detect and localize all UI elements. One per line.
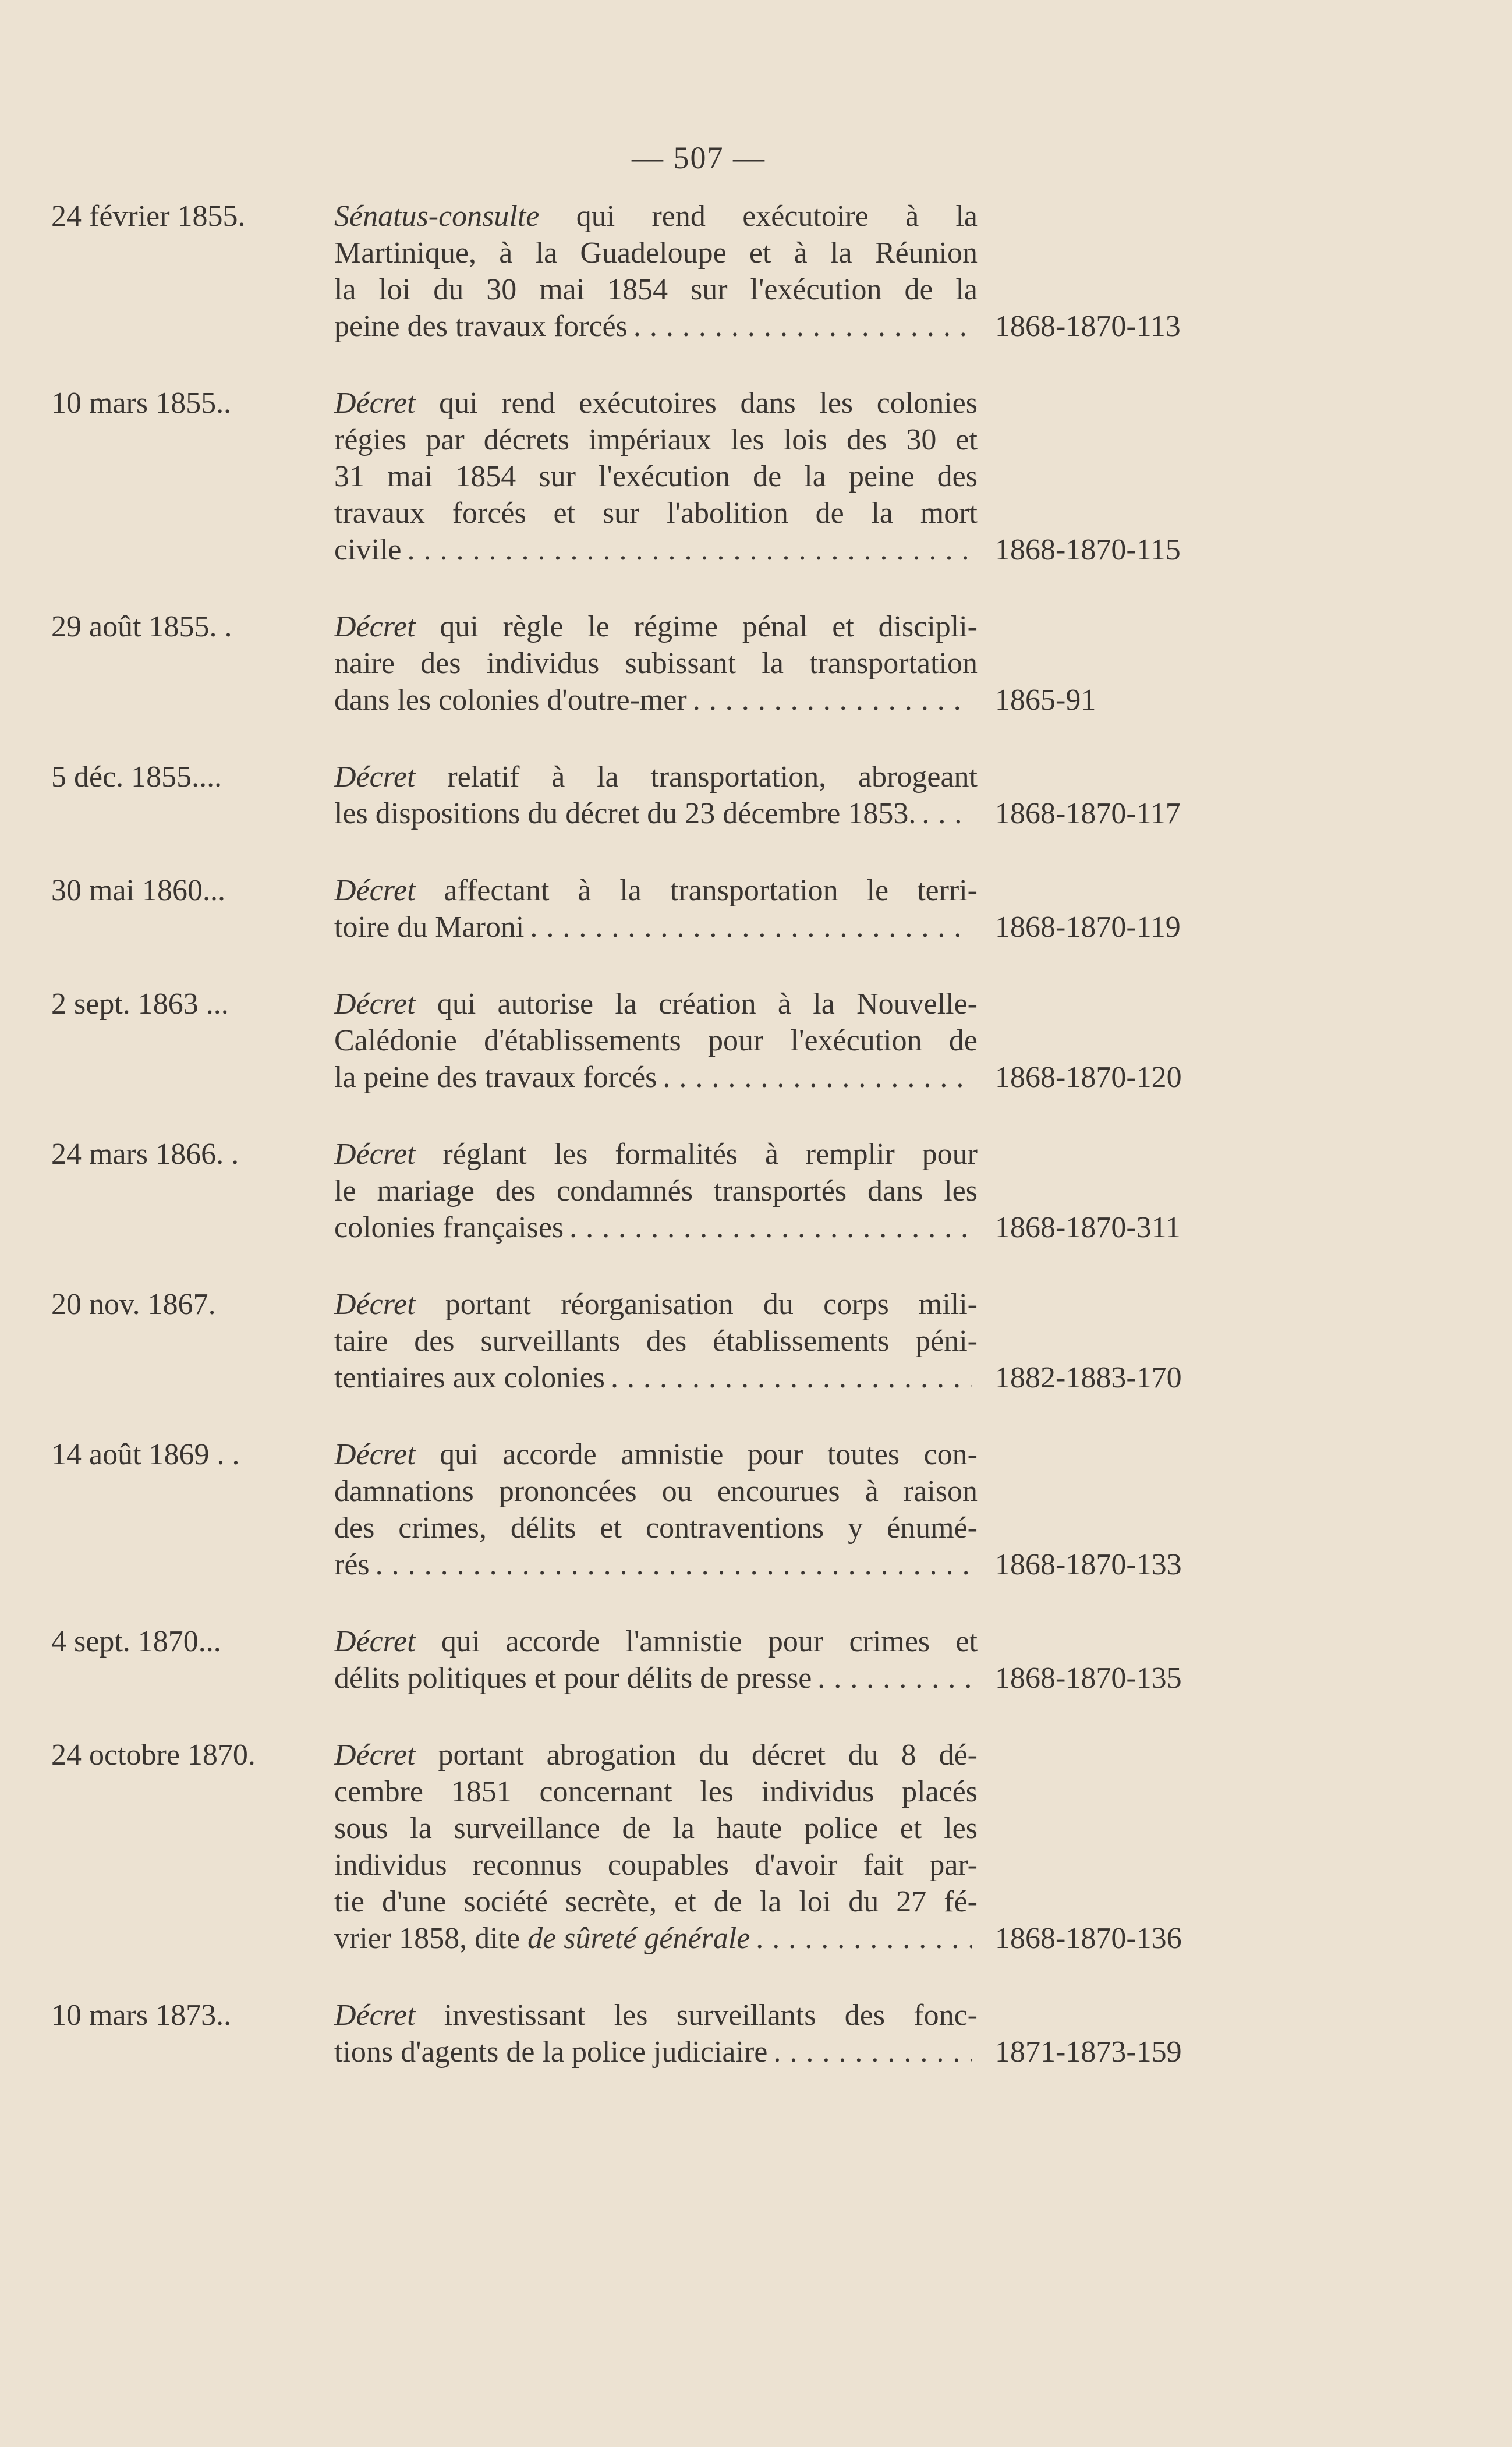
- entry-line-text: investissant les surveillants des fonc-: [415, 1999, 978, 2032]
- entry-line: [334, 422, 978, 458]
- entry-row: [51, 986, 1216, 1096]
- entry-line-text: travaux forcés et sur l'abolition de la mort: [334, 497, 978, 530]
- act-type: Décret: [334, 874, 416, 907]
- dot-leader: [611, 1359, 972, 1396]
- entry-last-line: [334, 1546, 978, 1583]
- entry-row: [51, 872, 1216, 945]
- entry-last-text: [334, 2034, 767, 2070]
- entry-last-text: [334, 1059, 657, 1096]
- dot-leader: [817, 1660, 972, 1697]
- entry-text: [334, 198, 978, 345]
- act-type: Décret: [334, 987, 416, 1021]
- entry-text: [334, 1737, 978, 1957]
- entry-date: 29 août 1855. .: [51, 610, 232, 643]
- act-type: Décret: [334, 387, 416, 420]
- entry-date: 20 nov. 1867.: [51, 1288, 216, 1321]
- entry-date: 24 octobre 1870.: [51, 1738, 256, 1772]
- entry-line-text: sous la surveillance de la haute police et les: [334, 1812, 978, 1845]
- entry-line: [334, 645, 978, 682]
- entry-line: [334, 1436, 978, 1473]
- entry-reference: 1868-1870-113: [995, 310, 1181, 343]
- entry-line-text: individus reconnus coupables d'avoir fait par-: [334, 1848, 978, 1882]
- entry-last-main: colonies françaises: [334, 1211, 564, 1244]
- entry-last-line: [334, 1059, 978, 1096]
- entry-line: [334, 458, 978, 495]
- entry-last-main: la peine des travaux forcés: [334, 1061, 657, 1094]
- entry-last-main: tentiaires aux colonies: [334, 1361, 605, 1394]
- entry-last-line: [334, 1359, 978, 1396]
- entry-last-line: [334, 1920, 978, 1957]
- entry-reference: 1868-1870-120: [995, 1061, 1182, 1094]
- entry-line: [334, 495, 978, 532]
- entry-date: 2 sept. 1863 ...: [51, 987, 229, 1021]
- entry-last-line: [334, 308, 978, 345]
- entry-text: [334, 1136, 978, 1246]
- entry-last-line: [334, 1209, 978, 1246]
- act-type: Décret: [334, 1138, 416, 1171]
- entry-text: [334, 759, 978, 832]
- entry-text: [334, 608, 978, 718]
- entry-line: [334, 1173, 978, 1209]
- dot-leader: [773, 2034, 972, 2070]
- entry-line: [334, 385, 978, 422]
- act-type: Décret: [334, 760, 416, 794]
- entry-reference: 1868-1870-136: [995, 1922, 1182, 1955]
- entry-date: 14 août 1869 . .: [51, 1438, 240, 1471]
- entry-last-main: rés: [334, 1548, 370, 1581]
- act-type: Décret: [334, 610, 416, 643]
- entry-date: 24 mars 1866. .: [51, 1138, 239, 1171]
- dot-leader: [569, 1209, 972, 1246]
- entry-row: [51, 198, 1216, 345]
- entry-last-text: [334, 1660, 812, 1697]
- entry-reference: 1882-1883-170: [995, 1361, 1182, 1394]
- entry-last-line: [334, 682, 978, 718]
- entry-reference: 1868-1870-115: [995, 533, 1181, 566]
- entry-date: 10 mars 1873..: [51, 1999, 232, 2032]
- entry-last-text: [334, 1920, 750, 1957]
- entry-line: [334, 986, 978, 1022]
- entry-text: [334, 1436, 978, 1583]
- entry-last-line: [334, 2034, 978, 2070]
- page-number: — 507 —: [632, 140, 766, 175]
- entry-last-main: civile: [334, 533, 402, 566]
- entry-date: 5 déc. 1855....: [51, 760, 222, 794]
- entry-row: [51, 1623, 1216, 1697]
- entries-list: [51, 198, 1216, 2110]
- act-type: Sénatus-consulte: [334, 200, 540, 233]
- entry-line: [334, 1136, 978, 1173]
- entry-line: [334, 1810, 978, 1847]
- entry-line: [334, 198, 978, 235]
- entry-line-text: affectant à la transportation le terri-: [415, 874, 978, 907]
- entry-reference: 1868-1870-117: [995, 797, 1181, 830]
- entry-last-main: délits politiques et pour délits de presse: [334, 1662, 812, 1695]
- entry-line-text: cembre 1851 concernant les individus placés: [334, 1775, 978, 1808]
- entry-line-text: qui règle le régime pénal et discipli-: [415, 610, 978, 643]
- entry-date: 24 février 1855.: [51, 200, 246, 233]
- entry-last-text: [334, 682, 687, 718]
- entry-line-text: le mariage des condamnés transportés dans les: [334, 1174, 978, 1207]
- entry-text: [334, 872, 978, 945]
- entry-row: [51, 608, 1216, 718]
- entry-line: [334, 608, 978, 645]
- act-type: Décret: [334, 1288, 416, 1321]
- dot-leader: [530, 909, 972, 945]
- entry-row: [51, 1436, 1216, 1583]
- entry-last-line: [334, 1660, 978, 1697]
- dot-leader: [922, 795, 972, 832]
- entry-date: 4 sept. 1870...: [51, 1625, 221, 1658]
- entry-line: [334, 1883, 978, 1920]
- entry-date: 30 mai 1860...: [51, 874, 225, 907]
- entry-line: [334, 1773, 978, 1810]
- entry-text: [334, 1997, 978, 2070]
- entry-line-text: qui rend exécutoire à la: [539, 200, 978, 233]
- entry-line: [334, 235, 978, 271]
- entry-date: 10 mars 1855..: [51, 387, 232, 420]
- entry-last-text: [334, 909, 524, 945]
- entry-reference: 1871-1873-159: [995, 2035, 1182, 2069]
- entry-line-text: la loi du 30 mai 1854 sur l'exécution de la: [334, 273, 978, 306]
- entry-text: [334, 1623, 978, 1697]
- entry-line-text: portant abrogation du décret du 8 dé-: [415, 1738, 978, 1772]
- entry-line: [334, 1510, 978, 1546]
- entry-reference: 1868-1870-135: [995, 1662, 1182, 1695]
- entry-last-line: [334, 795, 978, 832]
- entry-row: [51, 759, 1216, 832]
- entry-line: [334, 1997, 978, 2034]
- entry-row: [51, 1737, 1216, 1957]
- dot-leader: [408, 532, 972, 568]
- entry-line: [334, 1286, 978, 1323]
- entry-reference: 1865-91: [995, 684, 1096, 717]
- entry-last-text: [334, 1359, 605, 1396]
- entry-last-text: [334, 795, 916, 832]
- entry-last-main: toire du Maroni: [334, 911, 525, 944]
- entry-line-text: taire des surveillants des établissements péni-: [334, 1325, 978, 1358]
- entry-line-text: réglant les formalités à remplir pour: [415, 1138, 978, 1171]
- entry-last-text: [334, 1546, 370, 1583]
- entry-line: [334, 1737, 978, 1773]
- entry-line: [334, 1323, 978, 1359]
- entry-line: [334, 1847, 978, 1883]
- entry-reference: 1868-1870-311: [995, 1211, 1181, 1244]
- entry-line-text: 31 mai 1854 sur l'exécution de la peine des: [334, 460, 978, 493]
- entry-line: [334, 759, 978, 795]
- entry-text: [334, 385, 978, 568]
- entry-last-main: dans les colonies d'outre-mer: [334, 684, 687, 717]
- entry-reference: 1868-1870-133: [995, 1548, 1182, 1581]
- entry-row: [51, 1286, 1216, 1396]
- entry-last-text: [334, 532, 402, 568]
- entry-line-text: qui accorde l'amnistie pour crimes et: [415, 1625, 978, 1658]
- entry-last-main: les dispositions du décret du 23 décembre 1853.: [334, 797, 916, 830]
- dot-leader: [693, 682, 972, 718]
- entry-line-text: qui accorde amnistie pour toutes con-: [415, 1438, 978, 1471]
- entry-last-main: peine des travaux forcés: [334, 310, 628, 343]
- dot-leader: [376, 1546, 972, 1583]
- act-type: Décret: [334, 1999, 416, 2032]
- dot-leader: [633, 308, 972, 345]
- entry-last-prefix: vrier 1858, dite: [334, 1922, 528, 1955]
- entry-line: [334, 1022, 978, 1059]
- act-type: Décret: [334, 1438, 416, 1471]
- entry-line-text: Calédonie d'établissements pour l'exécution de: [334, 1024, 978, 1057]
- entry-last-line: [334, 532, 978, 568]
- entry-line: [334, 1623, 978, 1660]
- entry-row: [51, 1997, 1216, 2070]
- entry-row: [51, 385, 1216, 568]
- entry-last-text: [334, 1209, 564, 1246]
- entry-line-text: naire des individus subissant la transportation: [334, 647, 978, 680]
- entry-line: [334, 1473, 978, 1510]
- entry-last-line: [334, 909, 978, 945]
- entry-line-text: tie d'une société secrète, et de la loi du 27 fé-: [334, 1885, 978, 1918]
- entry-text: [334, 986, 978, 1096]
- act-type: Décret: [334, 1738, 416, 1772]
- entry-last-main: tions d'agents de la police judiciaire: [334, 2035, 768, 2069]
- entry-line-text: régies par décrets impériaux les lois des 30 et: [334, 423, 978, 456]
- entry-line-text: qui rend exécutoires dans les colonies: [415, 387, 978, 420]
- entry-line: [334, 872, 978, 909]
- entry-line-text: des crimes, délits et contraventions y énumé-: [334, 1511, 978, 1545]
- entry-last-text: [334, 308, 628, 345]
- entry-line-text: damnations prononcées ou encourues à raison: [334, 1475, 978, 1508]
- entry-line-text: relatif à la transportation, abrogeant: [415, 760, 978, 794]
- entry-last-italic: de sûreté générale: [527, 1922, 750, 1955]
- entry-line-text: portant réorganisation du corps mili-: [415, 1288, 978, 1321]
- dot-leader: [756, 1920, 972, 1957]
- entry-line-text: qui autorise la création à la Nouvelle-: [415, 987, 978, 1021]
- act-type: Décret: [334, 1625, 416, 1658]
- dot-leader: [663, 1059, 972, 1096]
- entry-reference: 1868-1870-119: [995, 911, 1181, 944]
- entry-line-text: Martinique, à la Guadeloupe et à la Réunion: [334, 236, 978, 270]
- entry-text: [334, 1286, 978, 1396]
- entry-line: [334, 271, 978, 308]
- entry-row: [51, 1136, 1216, 1246]
